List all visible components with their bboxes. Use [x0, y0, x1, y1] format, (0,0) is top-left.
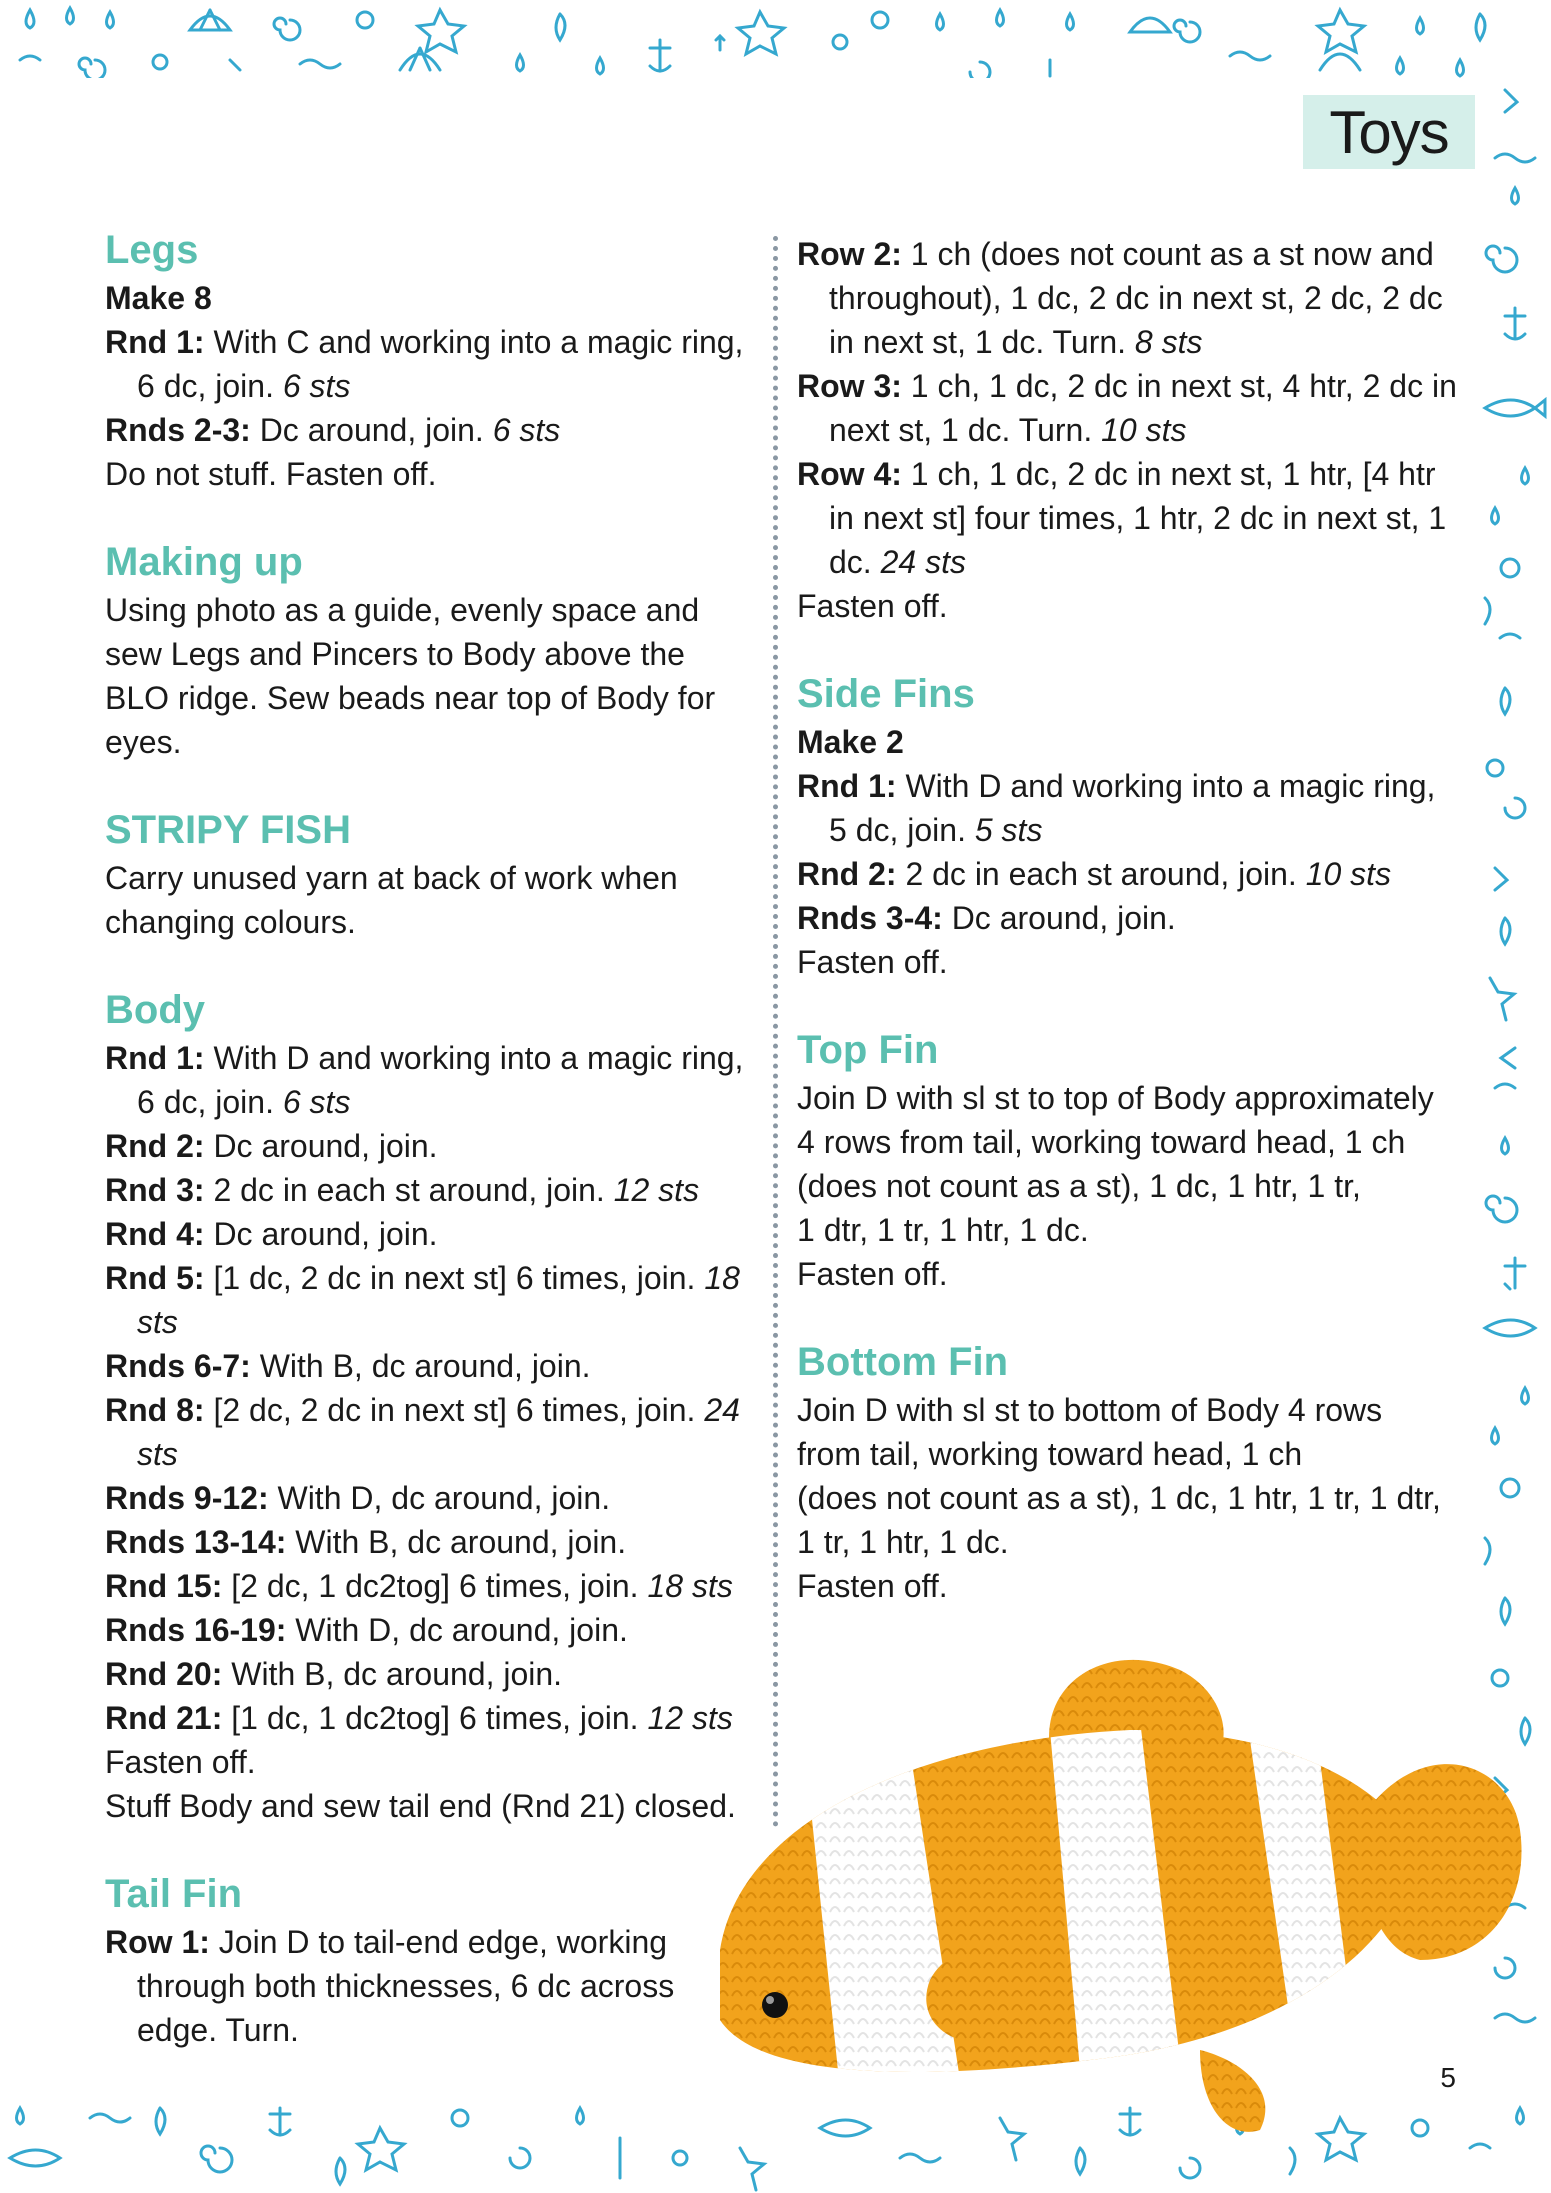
body-rnd-20: Rnd 20: With B, dc around, join. [105, 1656, 563, 1692]
bottom-fin-heading: Bottom Fin [797, 1340, 1009, 1384]
top-fin-heading: Top Fin [797, 1028, 939, 1072]
clownfish-photo [660, 1620, 1540, 2180]
top-fin-line-3: (does not count as a st), 1 dc, 1 htr, 1 tr, [797, 1168, 1361, 1204]
tail-fin-row-3: Row 3: 1 ch, 1 dc, 2 dc in next st, 4 htr, 2 dc in next st, 1 dc. Turn. 10 sts [797, 368, 1457, 448]
column-divider [773, 236, 778, 1828]
fish-eye [762, 1992, 788, 2018]
side-fins-make: Make 2 [797, 724, 904, 760]
legs-heading: Legs [105, 228, 199, 272]
starfish-icon [418, 10, 464, 52]
body-rnd-4: Rnd 4: Dc around, join. [105, 1216, 438, 1252]
making-up-heading: Making up [105, 540, 303, 584]
tail-fin-row-2: Row 2: 1 ch (does not count as a st now and throughout), 1 dc, 2 dc in next st, 2 dc, 2 dc in next st, 1 dc. Turn. 8 sts [797, 236, 1443, 360]
water-drop-icon [26, 8, 114, 28]
bottom-fin-line-1: Join D with sl st to bottom of Body 4 rows [797, 1392, 1383, 1428]
side-fins-heading: Side Fins [797, 672, 975, 716]
side-fins-rnd-1: Rnd 1: With D and working into a magic ring, 5 dc, join. 5 sts [797, 768, 1436, 848]
bottom-fin-line-4: 1 tr, 1 htr, 1 dc. [797, 1524, 1009, 1560]
seaweed-icon [556, 14, 565, 40]
body-rnd-1: Rnd 1: With D and working into a magic ring, 6 dc, join. 6 sts [105, 1040, 744, 1120]
left-column [105, 228, 755, 2052]
body-heading: Body [105, 988, 205, 1032]
anchor-icon [650, 40, 670, 71]
body-rnd-5: Rnd 5: [1 dc, 2 dc in next st] 6 times, join. 18 sts [105, 1260, 740, 1340]
tail-fin-fasten: Fasten off. [797, 588, 948, 624]
tail-fin-row-1: Row 1: Join D to tail-end edge, working through both thicknesses, 6 dc across edge. Turn. [105, 1924, 675, 2048]
body-rnds-9-12: Rnds 9-12: With D, dc around, join. [105, 1480, 611, 1516]
top-fin-line-2: 4 rows from tail, working toward head, 1 ch [797, 1124, 1406, 1160]
legs-rnds-2-3: Rnds 2-3: Dc around, join. 6 sts [105, 412, 561, 448]
body-rnd-3: Rnd 3: 2 dc in each st around, join. 12 sts [105, 1172, 700, 1208]
body-rnd-21: Rnd 21: [1 dc, 1 dc2tog] 6 times, join. 12 sts [105, 1700, 733, 1736]
body-rnd-8: Rnd 8: [2 dc, 2 dc in next st] 6 times, join. 24 sts [105, 1392, 740, 1472]
body-rnd-2: Rnd 2: Dc around, join. [105, 1128, 438, 1164]
stripy-fish-text: Carry unused yarn at back of work when changing colours. [105, 860, 678, 940]
body-rnd-15: Rnd 15: [2 dc, 1 dc2tog] 6 times, join. 18 sts [105, 1568, 733, 1604]
page-number: 5 [1440, 2062, 1456, 2093]
side-fins-rnds-3-4: Rnds 3-4: Dc around, join. [797, 900, 1176, 936]
bottom-fin-line-3: (does not count as a st), 1 dc, 1 htr, 1 tr, 1 dtr, [797, 1480, 1441, 1516]
legs-finish: Do not stuff. Fasten off. [105, 456, 437, 492]
right-column [797, 232, 1457, 1608]
top-fin-fasten: Fasten off. [797, 1256, 948, 1292]
body-rnds-6-7: Rnds 6-7: With B, dc around, join. [105, 1348, 591, 1384]
body-rnds-16-19: Rnds 16-19: With D, dc around, join. [105, 1612, 628, 1648]
making-up-text: Using photo as a guide, evenly space and sew Legs and Pincers to Body above the BLO ridge. Sew beads near top of Body for eyes. [105, 592, 716, 760]
side-fins-rnd-2: Rnd 2: 2 dc in each st around, join. 10 sts [797, 856, 1392, 892]
bottom-fin-line-2: from tail, working toward head, 1 ch [797, 1436, 1303, 1472]
top-fin-line-1: Join D with sl st to top of Body approximately [797, 1080, 1434, 1116]
legs-make: Make 8 [105, 280, 212, 316]
body-fasten: Fasten off. [105, 1744, 256, 1780]
tail-fin-row-4: Row 4: 1 ch, 1 dc, 2 dc in next st, 1 htr, [4 htr in next st] four times, 1 htr, 2 dc in next st, 1 dc. 24 sts [797, 456, 1447, 580]
stripy-fish-heading: STRIPY FISH [105, 808, 351, 852]
side-fins-fasten: Fasten off. [797, 944, 948, 980]
shell-icon [190, 10, 230, 30]
body-rnds-13-14: Rnds 13-14: With B, dc around, join. [105, 1524, 627, 1560]
bottom-fin-shape [1200, 2050, 1265, 2132]
tail-fin-heading: Tail Fin [105, 1872, 243, 1916]
sea-doodle-border-top [0, 0, 1551, 78]
bottom-fin-fasten: Fasten off. [797, 1568, 948, 1604]
top-fin-line-4: 1 dtr, 1 tr, 1 htr, 1 dc. [797, 1212, 1089, 1248]
legs-rnd-1: Rnd 1: With C and working into a magic ring, 6 dc, join. 6 sts [105, 324, 744, 404]
section-tag: Toys [1303, 95, 1475, 169]
body-stuff: Stuff Body and sew tail end (Rnd 21) closed. [105, 1788, 736, 1824]
